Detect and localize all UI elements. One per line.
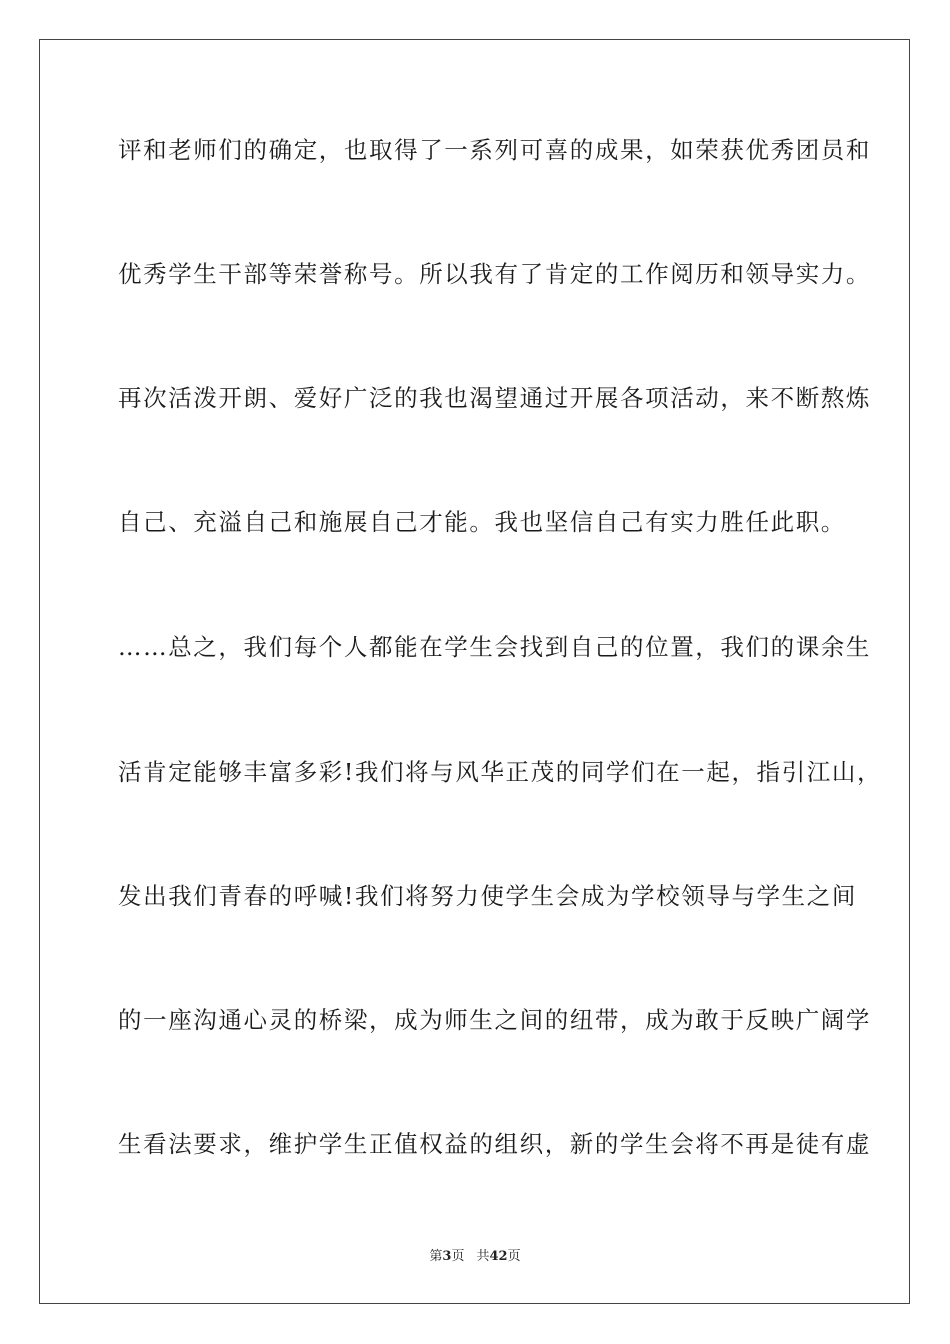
body-text-line: 自己、充溢自己和施展自己才能。我也坚信自己有实力胜任此职。 bbox=[118, 508, 846, 536]
page-label-prefix: 第 bbox=[429, 1249, 443, 1264]
total-pages-number: 42 bbox=[489, 1249, 508, 1264]
page-footer bbox=[0, 1248, 950, 1266]
page-border bbox=[39, 39, 910, 1304]
total-label-prefix: 共 bbox=[476, 1249, 490, 1264]
body-text-line: 评和老师们的确定，也取得了一系列可喜的成果，如荣获优秀团员和 bbox=[118, 136, 871, 164]
current-page-number: 3 bbox=[442, 1249, 452, 1264]
body-text-line: 活肯定能够丰富多彩!我们将与风华正茂的同学们在一起，指引江山， bbox=[118, 758, 883, 786]
page-label-suffix: 页 bbox=[451, 1249, 465, 1264]
body-text-line: 发出我们青春的呼喊!我们将努力使学生会成为学校领导与学生之间 bbox=[118, 882, 857, 910]
body-text-line: 生看法要求，维护学生正值权益的组织，新的学生会将不再是徒有虚 bbox=[118, 1130, 871, 1158]
body-text-line: 的一座沟通心灵的桥梁，成为师生之间的纽带，成为敢于反映广阔学 bbox=[118, 1006, 871, 1034]
body-text-line: 再次活泼开朗、爱好广泛的我也渴望通过开展各项活动，来不断熬炼 bbox=[118, 384, 871, 412]
body-text-line: 优秀学生干部等荣誉称号。所以我有了肯定的工作阅历和领导实力。 bbox=[118, 260, 871, 288]
body-text-line: ……总之，我们每个人都能在学生会找到自己的位置，我们的课余生 bbox=[118, 633, 871, 661]
total-label-suffix: 页 bbox=[507, 1249, 521, 1264]
